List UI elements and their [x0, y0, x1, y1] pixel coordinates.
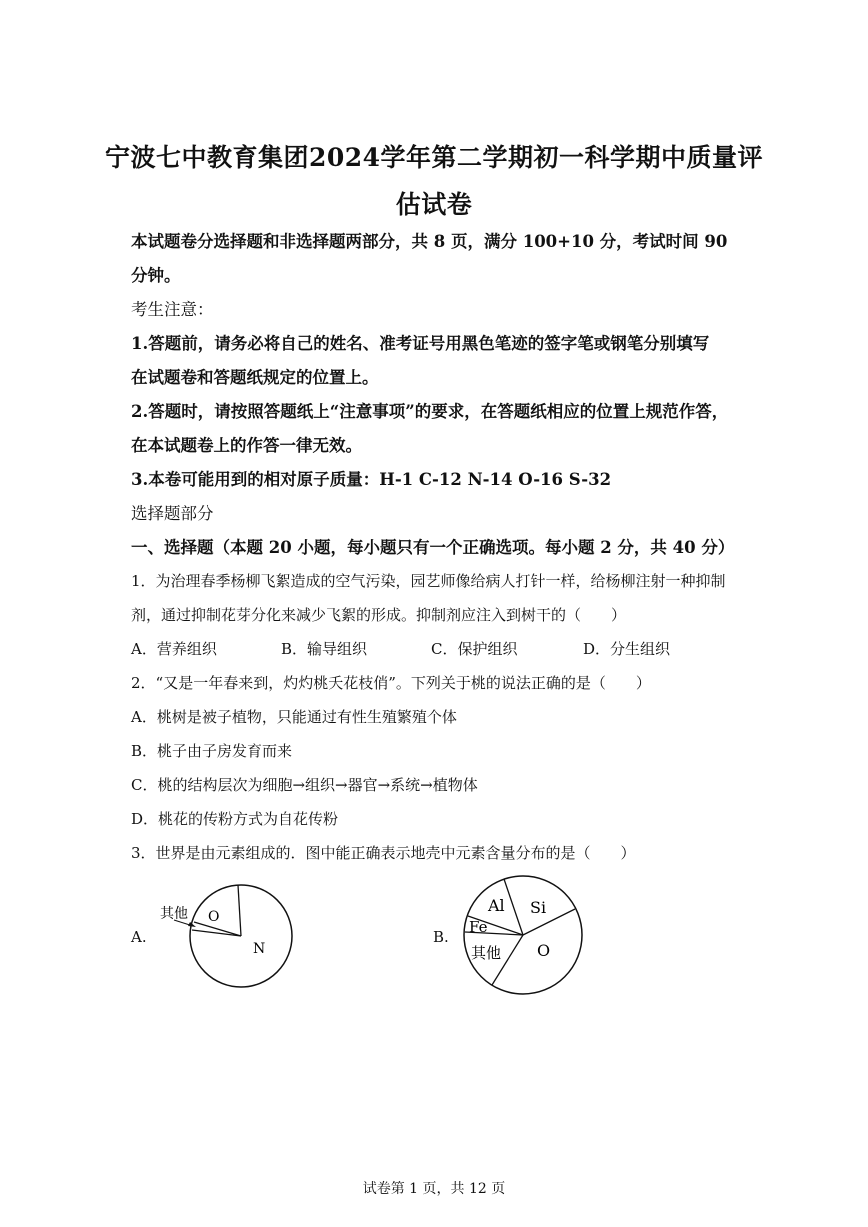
pie-label-al: Al [488, 896, 505, 915]
q1-stem-cont: 剂，通过抑制花芽分化来减少飞絮的形成。抑制剂应注入到树干的（ ） [131, 606, 627, 624]
q3-option-b-label: B. [433, 928, 449, 946]
section-label: 选择题部分 [131, 504, 214, 523]
q3-figure-b-pie [455, 872, 585, 998]
notice-item-2-cont: 在本试题卷上的作答一律无效。 [131, 436, 362, 455]
page-footer: 试卷第 1 页，共 12 页 [362, 1181, 506, 1197]
page-title-continued: 估试卷 [395, 190, 473, 219]
q3-stem: 3．世界是由元素组成的．图中能正确表示地壳中元素含量分布的是（ ） [131, 844, 636, 862]
q1-stem: 1．为治理春季杨柳飞絮造成的空气污染，园艺师像给病人打针一样，给杨柳注射一种抑制 [131, 572, 726, 590]
pie-label-o: O [208, 909, 220, 925]
q1-option-b: B．输导组织 [281, 640, 368, 658]
q2-option-c: C．桃的结构层次为细胞→组织→器官→系统→植物体 [131, 776, 478, 794]
intro-line-1: 本试题卷分选择题和非选择题两部分，共 8 页，满分 100+10 分，考试时间 90 [131, 232, 728, 251]
q2-stem: 2．“又是一年春来到，灼灼桃夭花枝俏”。下列关于桃的说法正确的是（ ） [131, 674, 651, 692]
pie-label-o: O [537, 941, 551, 960]
notice-item-1: 1.答题前，请务必将自己的姓名、准考证号用黑色笔迹的签字笔或钢笔分别填写 [131, 334, 710, 353]
q3-option-a-label: A. [131, 928, 147, 946]
pie-label-other: 其他 [160, 906, 188, 922]
pie-label-fe: Fe [469, 918, 488, 936]
q1-option-a: A．营养组织 [131, 640, 217, 658]
q3-figure-a-pie [150, 878, 300, 993]
q1-option-c: C．保护组织 [431, 640, 518, 658]
part-heading: 一、选择题（本题 20 小题，每小题只有一个正确选项。每小题 2 分，共 40 分） [131, 538, 735, 557]
pie-label-si: Si [530, 898, 547, 917]
notice-item-2: 2.答题时，请按照答题纸上“注意事项”的要求，在答题纸相应的位置上规范作答， [131, 402, 729, 421]
pie-divider [504, 879, 523, 935]
pie-label-other: 其他 [471, 944, 502, 962]
notice-heading: 考生注意： [131, 300, 214, 319]
q2-option-b: B．桃子由子房发育而来 [131, 742, 293, 760]
pie-divider [238, 885, 241, 936]
q1-option-d: D．分生组织 [583, 640, 671, 658]
page-title: 宁波七中教育集团2024学年第二学期初一科学期中质量评 [104, 143, 764, 172]
pie-label-n: N [253, 941, 266, 957]
q2-option-a: A．桃树是被子植物，只能通过有性生殖繁殖个体 [131, 708, 457, 726]
notice-item-3: 3.本卷可能用到的相对原子质量：H-1 C-12 N-14 O-16 S-32 [131, 470, 612, 489]
pie-divider [192, 930, 241, 936]
notice-item-1-cont: 在试题卷和答题纸规定的位置上。 [131, 368, 379, 387]
q2-option-d: D．桃花的传粉方式为自花传粉 [131, 810, 339, 828]
intro-line-2: 分钟。 [131, 266, 181, 285]
